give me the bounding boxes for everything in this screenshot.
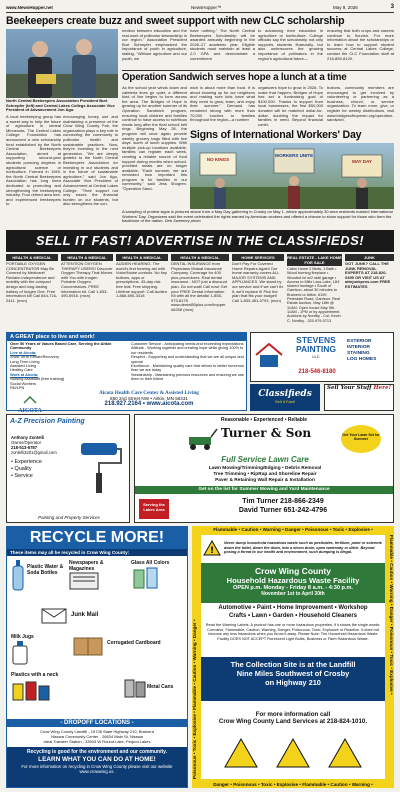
recycle-item: Plastic Water & Soda Bottles [11,560,67,604]
beekeepers-photo-caption: North Central Beekeepers Association President Burt Schrepfer (left) and Central Lakes College Associate Vice President of Advancement Jon Ago. [6,98,115,113]
classified-col [287,254,342,330]
bottle-icon [11,560,25,590]
sign-1: NO KINGS [206,157,230,162]
envelope-icon [41,608,67,624]
aicota-banner: A GREAT place to live and work! [7,333,246,341]
classifieds-logo-sub: Sell It Fast! [274,399,295,404]
operation-body-1: As the school year winds down and cafeteria lines go quiet, a different kind of line begins to form across the area. The Bridges of Hope is gearing up for another summer of its Operation Sandwich program, ensuring local children and families continue to have access to nutritious meals long after the final school bell rings. Beginning May 28, the program will once again provide weekly grocery bags filled with five days' worth of lunch supplies. With multiple pick-up locations available, families can register each week, creating a reliable source of food support during months when school-provided meals are no longer available. "Each summer, we are reminded how important this program is for families in our community," said Jess Shogren. "Operation Sand- [122,85,187,192]
classified-category: HEALTH & MEDICAL [116,254,168,261]
aicota-work-item: RN/LPN [10,385,25,391]
turner-side-label: Serving the Lakes Area [139,499,169,519]
beekeepers-body-6: ensuring that both crops and careers continue to flourish. For more information about the scholarships or to learn how to support student success at Central Lakes College, contact the CLC Foundation staff at 218-855-8129. [327,28,394,61]
aicota-work-item: Social Workers [10,380,37,386]
classified-category: HEALTH & MEDICAL [61,254,113,261]
stevens-suffix: LLC [312,354,320,359]
recycle-dropoff: Crow Wing County Landfill - 15728 State Highway 210, Brainerd [40,729,154,734]
hazwaste-site: on Highway 210 [265,678,321,687]
turner-services: Paver & Retaining Wall Repair & Installation [215,477,315,483]
aicota-work-item: Nursing Assistant (free training) [10,376,65,382]
stevens-service: STAINING [347,351,370,356]
sign-2: WORKERS UNITE [274,153,314,158]
recycle-dropoff-title: - DROPOFF LOCATIONS - [7,719,187,727]
classifieds-logo [250,384,320,411]
recycle-subtitle: These items may all be recycled in Crow Wing County: [7,549,187,556]
masthead [6,4,394,13]
beekeepers-body-2: encouraging honey use and maintaining a presence at the Crow Wing County Fair, the organization plays a key role in connecting the community to pollinator health and sustainable practices. Now, they're investing in the next generation. "We are deeply grateful to the North Central Beekeepers Association for investing in our students and in the future of sustainable agriculture," said Jon Ago, Associate Vice President of Advancement at Central Lakes College. "Their support not only eases the financial burden on our students, but also strengthens the con- [63,114,118,207]
aziprecision-email[interactable]: zontelli3201@gmail.com [11,450,57,455]
classified-col [345,254,394,330]
sell-line: Here! [373,385,391,391]
cardboard-box-icon [73,634,103,656]
aicota-ad [6,332,247,414]
aziprecision-role: Owner/Operator [11,440,42,445]
hazwaste-side-left: Poisonous • Toxic • Explosive • Flammable • Caution • Warning • Danger • [192,619,197,779]
aicota-live-heading: Live at Aicota: [10,349,37,355]
classified-category: HOME SERVICES [232,254,284,261]
aicota-value: Attitude - Working together and creating hope while giving 100% to our residents [131,346,244,355]
stevens-service: EXTERIOR [347,339,372,344]
hazwaste-label-note: Read the Warning Labels. A product has one or more hazardous properties, if it shows the single words: Corrosive, Flammable, Caution, Warning, Danger, Poisonous, Toxic, Explosive or Reactive. It does not become any less hazardous when you throw it away. Please Note: The Household Hazardous Waste Facility DOES NOT ACCEPT Florescent Light Bulbs, Business or Farm Hazardous Waste. [205,623,381,641]
turner-contact[interactable]: David Turner 651-242-4796 [238,507,328,514]
hazwaste-info: For more information call [255,711,331,718]
aicota-phone[interactable]: 218.927.2164 • www.aicota.com [104,401,194,407]
hazwaste-hours: OPEN p.m. Monday - Friday 8 a.m. - 4:30 p.m. [233,585,353,591]
signs-credit: Deb Sweeney photo [164,218,201,224]
page-number: 3 [390,4,394,10]
turner-services: Lawn Mowing/Trimming/Edging • Debris Removal [208,466,322,471]
signs-headline: Signs of International Workers' Day [190,129,362,141]
newspaper-icon [69,572,99,590]
beekeepers-body-5: to advancing their education in agriculture or horticulture. College officials say the scholarship not only supports students financially, but also underscores the growing importance of pollinators in the region's agricultural future— [258,28,323,61]
turner-services: Tree Trimming • RipRap and Shoreline Repair [213,471,317,477]
masthead-paper: NewsHopper™ [191,5,222,10]
metal-can-icon [123,678,147,698]
recycle-item: Newspapers & Magazines [69,560,127,604]
classifieds-banner-title: SELL IT FAST! ADVERTISE IN THE CLASSIFIEDS! [35,233,365,248]
operation-headline: Operation Sandwich serves hope a lunch at a time [122,72,347,83]
recycle-item: Plastics with a neck [11,672,81,712]
classified-col [232,254,284,330]
signs-caption [122,210,394,228]
sell-box [324,384,394,411]
recycle-footer: For more information on recycling in Crow Wing County please visit our website www.crowwing.us. [21,764,173,774]
classifieds-logo-word: Classifieds [258,389,312,399]
house-icon [254,341,284,369]
glass-jar-icon [131,566,161,588]
turner-bar: Get on the list for Summer Mowing and Yard Maintenance [135,486,393,494]
aicota-logo-icon [23,396,37,404]
aziprecision-footer: Painting and Property Services [38,515,100,520]
recycle-dropoff: Ideal Transfer Station - 33903 W Round Lake, Pequot Lakes [43,739,151,744]
recycle-title: RECYCLE MORE! [7,527,187,549]
hazwaste-bottom-row: Danger • Poisonous • Toxic • Explosive • Flammable • Caution • Warning • [213,782,373,787]
turner-badge: Get Your Lawn Set for Summer [341,425,381,453]
masthead-url[interactable]: www.NewsHopper.net [6,5,53,10]
hazwaste-notice: Never dump household hazardous waste such as pesticides, fertilizer, paint or solvents down the toilet, down the drain, into a storm drain, open waterway or ditch. Beyond posing a threat to our health and environment, such dumping is illegal. [224,541,382,555]
aziprecision-bullet: Quality [14,466,32,472]
stevens-service: LOG HOMES [347,357,377,362]
hazwaste-info[interactable]: Crow Wing County Land Services at 218-824-1010. [218,718,368,725]
recycle-dropoff: Nisswa Community Center - 26634 Main St, Nisswa [51,734,143,739]
classified-text: PORTABLE OXYGEN CONCENTRATOR May Be Covered by Medicare! Reclaim independence and mobility with the compact design and long-lasting battery of Inogen One. Free information kit! Call 844-716-2411. (mcn) [6,261,58,303]
warning-icon [203,540,221,556]
aziprecision-name: A-Z Precision Painting [10,418,85,425]
paint-roller-icon [75,437,125,497]
classified-columns [6,254,394,330]
operation-body-4: butions, community members are encouraged to get involved by volunteering or partnering as a business, church, or service organization. To learn more, give, or register for weekly distributions, visit www.bridgesofhopemn.org/operation-sandwich. [327,85,394,123]
beekeepers-body-4: have nothing." The North Central Beekeepers Scholarship will be awarded annually beginning in the 2026–27 academic year. Eligible students must maintain at least a 2.0 GPA and demonstrate a commitment [190,28,255,61]
aicota-value: Respect - Supporting and understanding that we are all unique and special [131,355,244,364]
aziprecision-bullet: Experience [14,459,42,465]
signs-caption-text: A sampling of protest signs is pictured above from a May Day gathering in Crosby on May 1, where approximately 30 area residents marked International Workers' Day. Organizers said the event celebrated the rights earned by American workers and offered a chance to show support for those who form the backbone of the nation. [122,209,393,224]
aicota-org: Aicota Health Care Center & Assisted Living [99,390,199,396]
stevens-service: INTERIOR [347,345,370,350]
hazwaste-ad [192,526,394,788]
sell-line: Sell [326,385,339,391]
aicota-live-item: Assisted Living [10,363,36,369]
hazwaste-categories: Crafts • Lawn • Garden • Household Cleaners [229,612,357,619]
aicota-live-item: Long Term Living [10,358,40,364]
aziprecision-bullet: Service [14,473,33,479]
operation-body-2: wich is about more than food. It is about showing up for our neighbors and making sure kids have what they need to grow, learn, and enjoy their summer." Demand has remained strong with more than 70,000 lunches to families throughout the region—a number [190,85,255,123]
classified-text: Don't Pay For Covered Home Repairs Again! Our home warranty covers ALL MAJOR SYSTEMS AND APPLIANCES. We stand by our service and if we can't fix it, we'll replace it! Pick the plan that fits your budget! Call 1-833-451-0793. (mcn) [232,261,284,303]
turner-contact[interactable]: Tim Turner 218-866-2349 [242,498,324,505]
recycle-item: Glass All Colors [131,560,185,604]
recycle-item: Metal Cans [123,678,185,712]
recycle-item: Junk Mail [41,608,141,630]
aicota-logo-name: AICOTA [18,408,42,414]
aziprecision-ad: A-Z Precision Painting Anthony Zontelli Owner/Operator 218-513-6787 zontelli3201@gmail.com • Experience • Quality • Service Painting and Property Services [6,414,130,523]
recycle-item: Corrugated Cardboard [73,634,185,668]
aicota-value: Stewardship - Maintaining precious resources and ensuring we use them to their fullest [131,372,244,382]
classified-col [61,254,113,330]
classified-category: HEALTH & MEDICAL [6,254,58,261]
turner-service-title: Full Service Lawn Care [221,455,309,464]
recycle-footer: LEARN WHAT YOU CAN DO AT HOME! [38,756,156,763]
plastic-containers-icon [11,678,51,700]
classified-category: JUNK [345,254,394,261]
stevens-phone[interactable]: 218-546-8180 [298,369,336,375]
sign-3: MAY DAY [352,159,372,164]
turner-name: Turner & Son [221,426,312,440]
classified-text: Cabin Home 2 Beds, 1 Bath • Wood burning fireplace • Wooded lot w/2 stall garage • Access to Mille Lacs Lake, 184' shared frontage • South of Garrison, about 30 minutes to Brainerd or Aitkin. 6199 Peterdale Road, Garrison. Real Estate Auction, May 18th @ 11AM. Open house May 9th, 11AM - 1PM or by appointment. Auctions by Nordby - Col. Kevin C. Nordby - 320-979-0713 [287,267,341,323]
sell-line: Your [340,385,355,391]
classified-col [171,254,229,330]
classified-text: DENTAL INSURANCE from Physicians Mutual Insurance Company. Coverage for 400 plus procedures. Real dental insurance - NOT just a discount plan. Do not wait! Call now! Get your FREE Dental Information Kit with all the details! 1-855-973-8175 www.dental50plus.com/hopper #6258 (mcn) [171,261,228,312]
beekeepers-body-3: nection between education and the real-work of pollinator stewardship in our region." Association President Burt Schrepfer emphasized the importance of youth in agriculture, stating, "Without agriculture and our youth, we [122,28,187,61]
classified-text: AUDIEN HEARING. The world's first hearing aid with Voice/Noise controls. No tiny buttons, apps or prescriptions. 45-day risk free trial. Free shipping. Lifetime support. Call Audien 1-866-695-3418 [116,261,167,299]
stevens-name: STEVENS PAINTING [296,335,336,354]
lawn-mower-icon [185,427,219,451]
beekeepers-headline: Beekeepers create buzz and sweet support with new CLC scholarship [6,15,345,27]
classified-text: ATTENTION OXYGEN THERAPY USERS! Discover Oxygen Therapy That Moves with You with Inogen Portable Oxygen Concentrators. FREE information kit. Call 1-833-490-5916. (mcn) [61,261,113,299]
hazwaste-title: Crow Wing County [255,566,331,576]
sell-line: Stuff [356,385,372,391]
recycle-ad [6,526,188,788]
aicota-left-heading: Over 50 Years of Values Based Care, Serving the Aitkin Community [10,341,112,351]
aicota-live-item: Short Term Rehab/Recovery [10,354,60,360]
classified-category: REAL ESTATE - LAKE HOME FOR SALE [287,255,342,265]
hazwaste-season: November 1st to April 30th [261,591,325,597]
recycle-item: Milk Jugs [11,634,67,668]
hazwaste-site: The Collection Site is at the Landfill [230,660,356,669]
aziprecision-phone[interactable]: 218-513-6787 [11,445,38,450]
hazwaste-title: Household Hazardous Waste Facility [226,576,360,585]
classified-category: HEALTH & MEDICAL [171,254,229,261]
aicota-address: 850 2nd Street NW • Aitkin, MN 56431 [110,396,188,401]
aziprecision-owner: Anthony Zontelli [11,435,45,440]
beekeepers-photo [6,29,118,98]
turner-topline: Reasonable • Experienced • Reliable [220,417,308,423]
hazwaste-warning-row: Flammable • Caution • Warning • Danger • Poisonous • Toxic • Explosive • [213,527,373,532]
hazard-symbols-icon [201,735,385,775]
signs-photo [190,143,394,209]
aicota-value: Customer Service - Anticipating needs and exceeding expectations [131,342,244,346]
turner-ad [134,414,394,523]
stevens-ad [250,332,394,382]
classifieds-banner [6,230,394,252]
hazwaste-site: Nine Miles Southwest of Crosby [236,669,350,678]
aicota-logo [10,389,50,414]
classified-col [116,254,168,330]
aicota-work-heading: Work at Aicota: [10,371,39,377]
svg-text:!: ! [209,546,215,556]
aicota-live-item: Healthy Care [10,367,33,373]
classified-text: GOT JUNK? CALL THE JUNK REMOVAL EXPERTS AT 218-820-0499 OR VISIT US AT attnjunkpros.com FREE ESTIMATES [345,261,391,289]
aicota-value: Excellence - Maintaining quality care that strives to better tomorrow than we are today [131,364,244,373]
hazwaste-side-right: Flammable • Caution • Warning • Danger • Poisonous • Toxic • Explosive • [389,535,394,695]
milk-jug-icon [11,640,29,664]
operation-body-3: organizers hope to grow in 2026. To make that happen, Bridges of Hope has set a fundraising goal of $100,000. Thanks to support from local businesses, the first $50,000 donated will be matched dollar-for-dollar, doubling the impact for families in need. Beyond financial contri- [258,85,323,127]
hazwaste-categories: Automotive • Paint • Home Improvement • Workshop [218,605,368,611]
masthead-date: May 9, 2026 [333,5,358,10]
beekeepers-body-1: A local beekeeping group has a sweet way to help the future of agriculture in central Minnesota. The Central Lakes College Foundation has announced a new scholarship fund established by the North Central Beekeepers Association, aimed at supporting second-year students pursuing degrees in agricultural science or horticulture. Formed in 1949, the North Central Beekeepers Association has long been dedicated to promoting and strengthening the beekeeping industry. Four retired area bee- and experienced beekeepers to [6,114,61,207]
classified-col [6,254,58,330]
recycle-footer: Recycling is good for the environment and our community. [27,749,167,755]
